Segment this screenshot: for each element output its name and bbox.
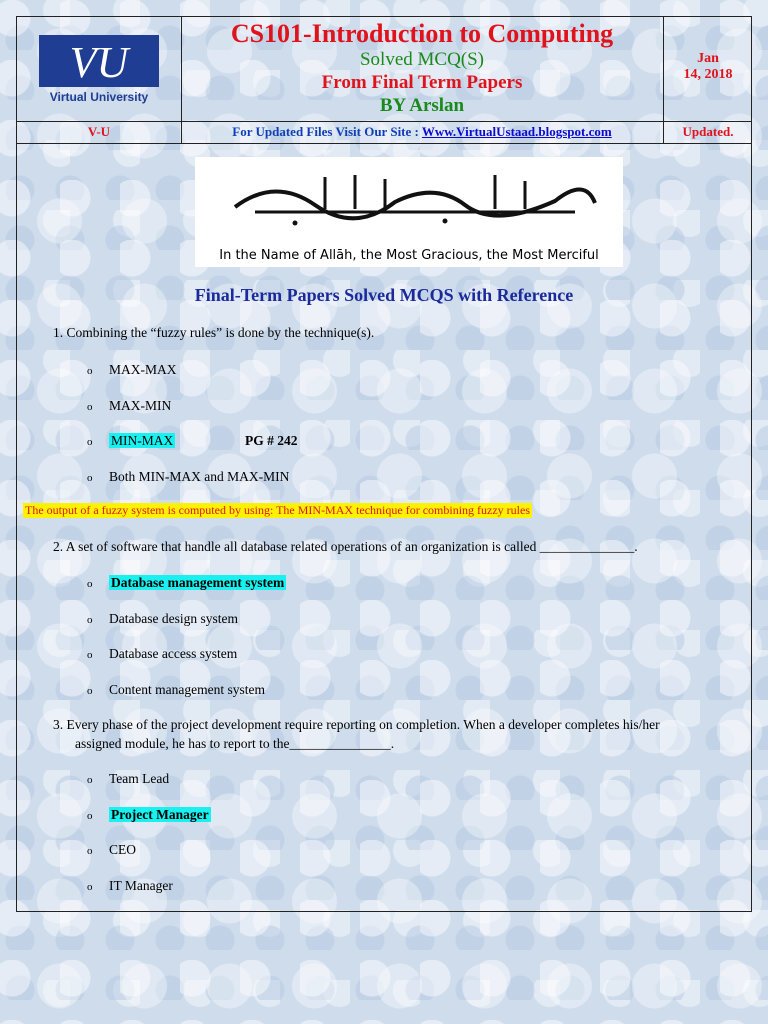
header-table — [17, 17, 751, 122]
calligraphy-image — [195, 157, 623, 237]
option-1d: o Both MIN-MAX and MAX-MIN — [87, 469, 290, 484]
section-title: Final-Term Papers Solved MCQS with Reference — [194, 285, 574, 305]
date — [664, 51, 752, 83]
option-2b: o Database design system — [87, 611, 238, 626]
site-prefix: For Updated Files Visit Our Site : — [232, 124, 422, 139]
logo-mark: VU — [69, 38, 129, 87]
vu-label: V-U — [17, 121, 182, 143]
page-reference: PG # 242 — [245, 433, 298, 448]
course-title: CS101-Introduction to Computing — [230, 19, 614, 48]
question-1: 1. Combining the “fuzzy rules” is done by the technique(s). — [53, 325, 375, 340]
document-page — [16, 16, 752, 912]
option-2a-correct: o Database management system — [87, 575, 285, 590]
option-2d: o Content management system — [87, 682, 265, 697]
option-1c-correct: o MIN-MAX — [87, 433, 174, 448]
title-cell — [182, 17, 662, 121]
option-3b-correct: o Project Manager — [87, 807, 209, 822]
subtitle-papers: From Final Term Papers — [321, 72, 523, 93]
bismillah-caption: In the Name of Allāh, the Most Gracious, the Most Merciful — [219, 248, 599, 263]
option-1a: o MAX-MAX — [87, 362, 177, 377]
option-3d: o IT Manager — [87, 878, 173, 893]
site-notice — [182, 121, 662, 143]
virtual-university-logo — [39, 35, 159, 105]
author-line: BY Arslan — [379, 95, 465, 116]
option-3a: o Team Lead — [87, 771, 170, 786]
date-day-year: 14, 2018 — [683, 67, 733, 82]
logo-text: Virtual University — [49, 90, 149, 104]
question-3-line1: 3. Every phase of the project development require reporting on completion. When a developer completes his/her — [53, 717, 660, 732]
question-2: 2. A set of software that handle all database related operations of an organization is called ______________. — [53, 539, 638, 554]
site-link[interactable]: Www.VirtualUstaad.blogspot.com — [421, 124, 612, 139]
logo-cell — [17, 17, 182, 121]
option-3c: o CEO — [87, 842, 136, 857]
date-cell — [663, 17, 752, 121]
bismillah-banner — [195, 157, 623, 267]
subtitle-mcqs: Solved MCQ(S) — [359, 49, 485, 70]
question-3-line2: assigned module, he has to report to the_______________. — [75, 736, 395, 751]
date-month: Jan — [697, 51, 719, 66]
subheader-row — [17, 121, 751, 144]
answer-note: The output of a fuzzy system is computed by using: The MIN-MAX technique for combining fuzzy rules — [25, 503, 531, 517]
option-2c: o Database access system — [87, 646, 238, 661]
updated-label: Updated. — [663, 121, 752, 143]
option-1b: o MAX-MIN — [87, 398, 172, 413]
